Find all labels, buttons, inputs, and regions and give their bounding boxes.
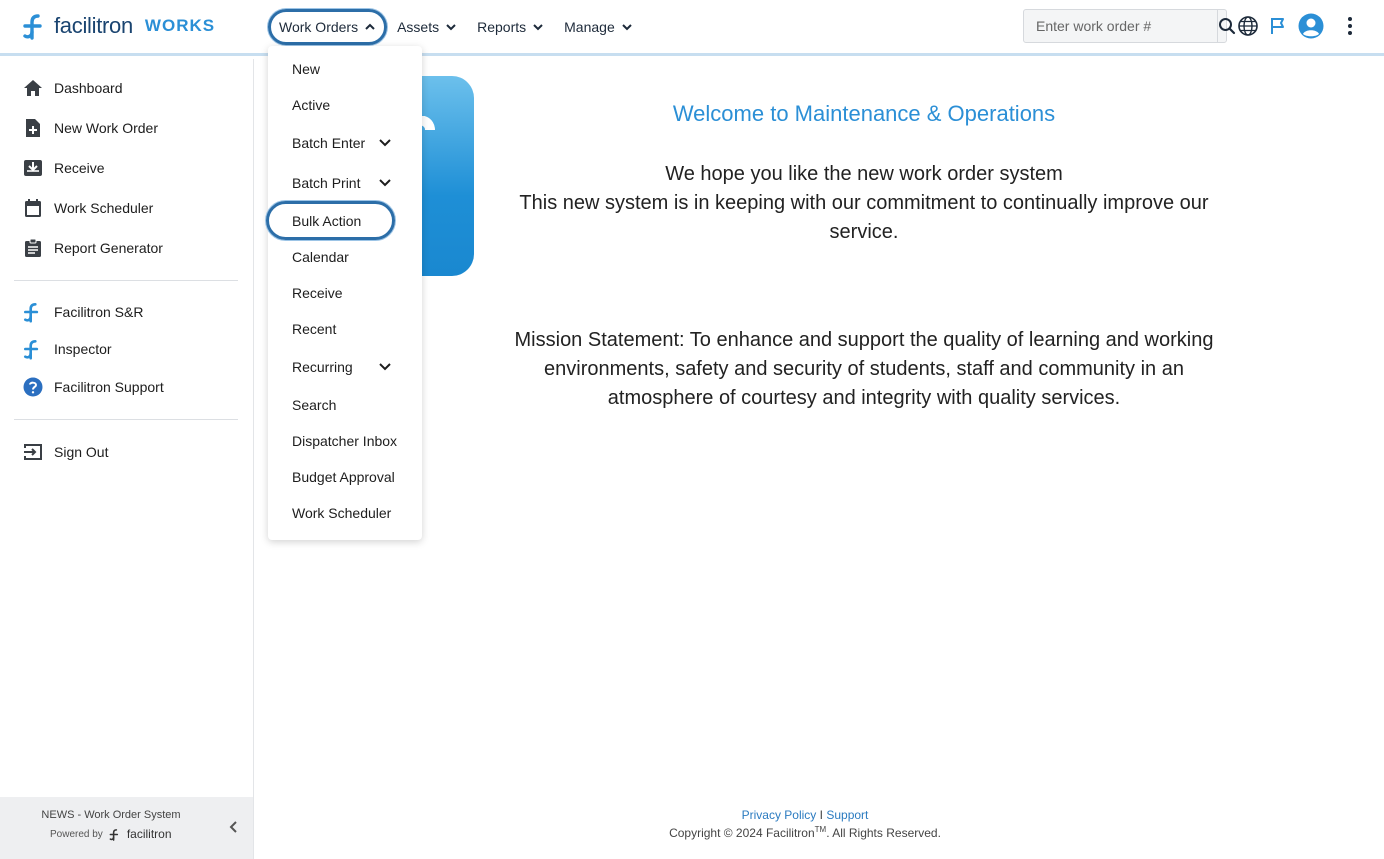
- menu-item-active[interactable]: Active: [292, 97, 331, 113]
- nav-work-orders[interactable]: [268, 9, 387, 45]
- more-vert-icon: [1347, 16, 1353, 36]
- menu-item-recurring[interactable]: Recurring: [292, 359, 353, 375]
- sidebar-link-label: Inspector: [54, 341, 112, 357]
- sign-out-icon: [22, 441, 44, 463]
- top-bar: [0, 0, 1384, 56]
- sidebar-item-label: Dashboard: [54, 80, 123, 96]
- facilitron-logo-icon: [109, 828, 121, 841]
- flag-button[interactable]: [1266, 14, 1290, 38]
- nav-work-orders-label: Work Orders: [279, 19, 359, 35]
- facilitron-logo-icon: [22, 301, 44, 323]
- chevron-up-icon: [364, 21, 376, 33]
- chevron-down-icon: [445, 21, 457, 33]
- menu-item-recent[interactable]: Recent: [292, 321, 337, 337]
- chevron-down-icon[interactable]: [378, 136, 392, 150]
- powered-by-brand: facilitron: [126, 827, 172, 841]
- sidebar-item-label: New Work Order: [54, 120, 158, 136]
- sidebar-link-facilitron-sr[interactable]: [22, 300, 143, 324]
- menu-item-dispatcher-inbox[interactable]: Dispatcher Inbox: [292, 433, 398, 449]
- menu-item-batch-print[interactable]: Batch Print: [292, 175, 361, 191]
- sidebar-item-receive[interactable]: [22, 156, 105, 180]
- chevron-down-icon[interactable]: [378, 360, 392, 374]
- help-icon: [22, 376, 44, 398]
- language-button[interactable]: [1236, 14, 1260, 38]
- sidebar-link-label: Facilitron Support: [54, 379, 164, 395]
- sidebar-link-label: Facilitron S&R: [54, 304, 144, 320]
- sidebar-item-new-work-order[interactable]: [22, 116, 158, 140]
- flag-icon: [1268, 16, 1288, 36]
- clipboard-icon: [22, 237, 44, 259]
- privacy-policy-link[interactable]: Privacy Policy: [741, 808, 817, 822]
- sidebar-item-label: Receive: [54, 160, 105, 176]
- brand-name: facilitron: [54, 13, 133, 38]
- main-nav: [268, 9, 643, 45]
- nav-assets-label: Assets: [397, 19, 440, 35]
- sidebar-divider: [14, 280, 238, 281]
- support-link[interactable]: Support: [826, 808, 869, 822]
- search-icon: [1218, 17, 1236, 35]
- account-icon: [1298, 13, 1324, 39]
- chevron-down-icon: [621, 21, 633, 33]
- sidebar-divider: [14, 419, 238, 420]
- menu-item-budget-approval[interactable]: Budget Approval: [292, 469, 395, 485]
- add-document-icon: [22, 117, 44, 139]
- home-icon: [22, 77, 44, 99]
- sidebar: [0, 59, 254, 859]
- menu-item-calendar[interactable]: Calendar: [292, 249, 349, 265]
- sidebar-item-dashboard[interactable]: [22, 76, 123, 100]
- powered-by-label: Powered by: [50, 828, 103, 840]
- menu-item-search[interactable]: Search: [292, 397, 337, 413]
- nav-assets[interactable]: [387, 9, 467, 45]
- intro-line-2: This new system is in keeping with our commitment to continually improve our service.: [519, 192, 1209, 243]
- menu-item-batch-enter[interactable]: Batch Enter: [292, 135, 366, 151]
- more-options-button[interactable]: [1338, 14, 1362, 38]
- welcome-heading: Welcome to Maintenance & Operations: [672, 101, 1056, 126]
- nav-manage[interactable]: [554, 9, 643, 45]
- footer-separator: I: [819, 808, 823, 822]
- menu-item-new[interactable]: New: [292, 61, 321, 77]
- sidebar-footer: [0, 797, 253, 859]
- sign-out-label: Sign Out: [54, 444, 109, 460]
- sidebar-sign-out[interactable]: [22, 440, 108, 464]
- globe-icon: [1237, 15, 1259, 37]
- chevron-left-icon: [228, 820, 238, 834]
- copyright-text: Copyright © 2024 Facilitron: [669, 826, 815, 840]
- intro-text: [510, 160, 1218, 247]
- account-button[interactable]: [1298, 13, 1324, 39]
- facilitron-logo-icon: [22, 338, 44, 360]
- copyright: [600, 825, 1010, 840]
- calendar-icon: [22, 197, 44, 219]
- receive-icon: [22, 157, 44, 179]
- collapse-sidebar-button[interactable]: [225, 817, 241, 837]
- work-orders-menu: [268, 46, 422, 540]
- mission-statement: Mission Statement: To enhance and support the quality of learning and working environments, safety and security of students, staff and community in an atmosphere of courtesy and integrity with quality services.: [514, 329, 1214, 409]
- nav-reports-label: Reports: [477, 19, 527, 35]
- news-text: NEWS - Work Order System: [41, 809, 181, 821]
- menu-item-bulk-action[interactable]: Bulk Action: [292, 213, 362, 229]
- nav-manage-label: Manage: [564, 19, 615, 35]
- sidebar-item-label: Report Generator: [54, 240, 163, 256]
- sidebar-item-label: Work Scheduler: [54, 200, 154, 216]
- bulk-action-highlight-ring: [266, 201, 395, 240]
- facilitron-works-logo[interactable]: [22, 11, 215, 41]
- menu-item-work-scheduler[interactable]: Work Scheduler: [292, 505, 392, 521]
- sidebar-item-work-scheduler[interactable]: [22, 196, 153, 220]
- sidebar-item-report-generator[interactable]: [22, 236, 163, 260]
- powered-by: [50, 827, 172, 841]
- search-button[interactable]: [1217, 10, 1236, 42]
- chevron-down-icon: [532, 21, 544, 33]
- sidebar-link-inspector[interactable]: [22, 337, 112, 361]
- nav-reports[interactable]: [467, 9, 554, 45]
- sidebar-link-facilitron-support[interactable]: [22, 375, 164, 399]
- menu-item-receive[interactable]: Receive: [292, 285, 343, 301]
- work-order-search-input[interactable]: [1024, 10, 1217, 42]
- rights-text: . All Rights Reserved.: [826, 826, 941, 840]
- work-order-search: [1023, 9, 1227, 43]
- intro-line-1: We hope you like the new work order system: [665, 163, 1063, 185]
- chevron-down-icon[interactable]: [378, 176, 392, 190]
- facilitron-logo-icon: [22, 12, 48, 40]
- page-footer: [600, 808, 1010, 840]
- trademark: TM: [814, 825, 827, 834]
- product-name: WORKS: [144, 16, 216, 35]
